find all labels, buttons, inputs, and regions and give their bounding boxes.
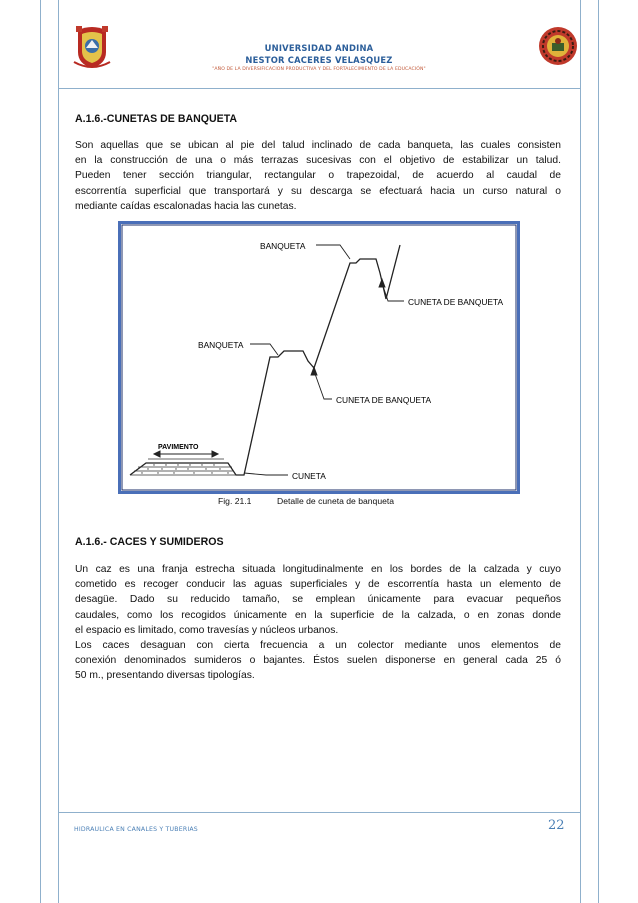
university-name: UNIVERSIDAD ANDINA [264,43,374,53]
paragraph-line: en la construcción de una o más terrazas sucesivas con el objetivo de estabilizar un talud. [75,155,561,167]
paragraph-line: 50 m., presentando diversas tipologías. [75,670,255,682]
paragraph-line: caudales, como los recogidos únicamente en la superficie de la calzada, o en zonas donde [75,609,561,621]
paragraph-line: desagüe. Dado su reducido tamaño, se emplean únicamente para evacuar pequeños [75,594,561,606]
figure-label-cuneta: CUNETA [292,471,326,481]
footer-rule [58,812,580,813]
page-number: 22 [548,818,565,833]
paragraph-line: Pueden tener sección triangular, rectangular o trapezoidal, de acuerdo al caudal de [75,170,561,182]
paragraph-line: cometido es recoger conducir las aguas superficiales y de escorrentía hasta un elemento de [75,579,561,591]
figure-label-cuneta-banqueta-top: CUNETA DE BANQUETA [408,297,504,307]
figure-frame [120,223,519,493]
paragraph-line: el espacio es limitado, como travesías y núcleos urbanos. [75,624,339,636]
figure-label-banqueta-top: BANQUETA [260,241,306,251]
left-margin-rule-inner [58,0,59,903]
paragraph-caces [75,562,561,684]
paragraph-line: mediante caídas escalonadas hacia las cunetas. [75,200,297,212]
figure-caption-text: Detalle de cuneta de banqueta [277,496,395,506]
figure-label-pavimento: PAVIMENTO [158,444,199,451]
figure-cuneta-banqueta [118,221,520,494]
footer-course-title: HIDRAULICA EN CANALES Y TUBERIAS [74,826,198,833]
figure-caption-number: Fig. 21.1 [218,496,252,506]
university-subtitle: NESTOR CACERES VELASQUEZ [245,55,393,65]
left-margin-rule [40,0,41,903]
paragraph-line: Los caces desaguan con cierta frecuencia a un colector mediante unos elementos de [75,640,561,652]
right-margin-rule [580,0,581,903]
header-rule [58,88,580,89]
paragraph-line: Son aquellas que se ubican al pie del talud inclinado de cada banqueta, las cuales consisten [75,140,561,151]
section-heading-cunetas: A.1.6.-CUNETAS DE BANQUETA [75,113,238,125]
figure-label-cuneta-banqueta-mid: CUNETA DE BANQUETA [336,395,432,405]
right-margin-rule-outer [598,0,599,903]
paragraph-line: Un caz es una franja estrecha situada longitudinalmente en los bordes de la calzada y cuyo [75,564,561,575]
year-motto: "AÑO DE LA DIVERSIFICACION PRODUCTIVA Y DEL FORTALECIMIENTO DE LA EDUCACIÓN" [212,67,426,72]
figure-label-banqueta-mid: BANQUETA [198,340,244,350]
section-heading-caces: A.1.6.- CACES Y SUMIDEROS [75,536,224,548]
paragraph-cunetas [75,138,561,214]
paragraph-line: escorrentía superficial que transportará y su descarga se efectuará hacia un curso natural o [75,185,561,197]
paragraph-line: conexión denominados sumideros o bajantes. Éstos suelen disponerse en general cada 25 ó [75,655,561,667]
